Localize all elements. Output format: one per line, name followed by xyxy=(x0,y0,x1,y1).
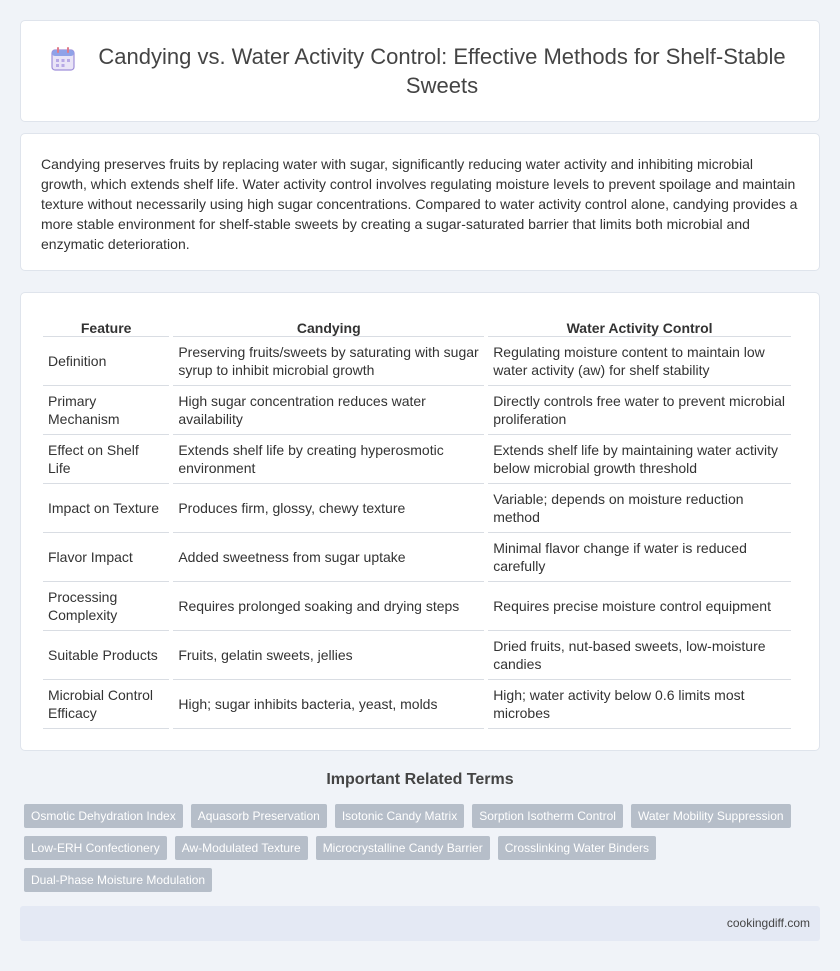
table-row xyxy=(43,631,791,680)
title-card xyxy=(20,20,820,122)
page-title: Candying vs. Water Activity Control: Effective Methods for Shelf-Stable Sweets xyxy=(98,44,786,98)
row-candying: Added sweetness from sugar uptake xyxy=(173,533,484,582)
row-feature: Flavor Impact xyxy=(43,533,169,582)
related-term-tag[interactable]: Dual-Phase Moisture Modulation xyxy=(24,868,212,892)
row-feature: Effect on Shelf Life xyxy=(43,435,169,484)
row-water-activity: High; water activity below 0.6 limits most microbes xyxy=(488,680,791,729)
table-row xyxy=(43,386,791,435)
row-candying: High sugar concentration reduces water availability xyxy=(173,386,484,435)
related-term-tag[interactable]: Aquasorb Preservation xyxy=(191,804,327,828)
row-feature: Impact on Texture xyxy=(43,484,169,533)
row-water-activity: Directly controls free water to prevent microbial proliferation xyxy=(488,386,791,435)
row-candying: Requires prolonged soaking and drying steps xyxy=(173,582,484,631)
header-candying: Candying xyxy=(173,315,484,337)
title-wrap xyxy=(50,42,790,100)
row-water-activity: Regulating moisture content to maintain low water activity (aw) for shelf stability xyxy=(488,337,791,386)
table-header-row xyxy=(43,315,791,337)
footer-site-link[interactable]: cookingdiff.com xyxy=(726,916,810,930)
row-water-activity: Dried fruits, nut-based sweets, low-moisture candies xyxy=(488,631,791,680)
comparison-table xyxy=(39,315,795,729)
related-term-tag[interactable]: Crosslinking Water Binders xyxy=(498,836,656,860)
related-term-tag[interactable]: Osmotic Dehydration Index xyxy=(24,804,183,828)
row-candying: High; sugar inhibits bacteria, yeast, molds xyxy=(173,680,484,729)
row-water-activity: Extends shelf life by maintaining water activity below microbial growth threshold xyxy=(488,435,791,484)
related-term-tag[interactable]: Microcrystalline Candy Barrier xyxy=(316,836,490,860)
row-feature: Suitable Products xyxy=(43,631,169,680)
calendar-icon xyxy=(50,46,76,72)
row-feature: Definition xyxy=(43,337,169,386)
row-water-activity: Variable; depends on moisture reduction method xyxy=(488,484,791,533)
row-feature: Microbial Control Efficacy xyxy=(43,680,169,729)
intro-card xyxy=(20,133,820,271)
header-feature: Feature xyxy=(43,315,169,337)
row-candying: Produces firm, glossy, chewy texture xyxy=(173,484,484,533)
row-feature: Processing Complexity xyxy=(43,582,169,631)
row-candying: Preserving fruits/sweets by saturating with sugar syrup to inhibit microbial growth xyxy=(173,337,484,386)
table-row xyxy=(43,435,791,484)
table-row xyxy=(43,337,791,386)
related-terms-title: Important Related Terms xyxy=(326,771,514,788)
related-term-tag[interactable]: Water Mobility Suppression xyxy=(631,804,791,828)
row-feature: Primary Mechanism xyxy=(43,386,169,435)
row-candying: Extends shelf life by creating hyperosmotic environment xyxy=(173,435,484,484)
row-candying: Fruits, gelatin sweets, jellies xyxy=(173,631,484,680)
table-row xyxy=(43,533,791,582)
related-term-tag[interactable]: Sorption Isotherm Control xyxy=(472,804,623,828)
related-terms-tags xyxy=(24,804,804,900)
table-row xyxy=(43,680,791,729)
intro-paragraph: Candying preserves fruits by replacing water with sugar, significantly reducing water activity and inhibiting microbial growth, which extends shelf life. Water activity control involves regulating moisture levels to prevent spoilage and maintain texture without necessarily using high sugar concentrations. Compared to water activity control alone, candying provides a more stable environment for shelf-stable sweets by creating a sugar-saturated barrier that limits both microbial and enzymatic deterioration. xyxy=(41,156,798,252)
related-term-tag[interactable]: Low-ERH Confectionery xyxy=(24,836,167,860)
table-row xyxy=(43,582,791,631)
related-term-tag[interactable]: Aw-Modulated Texture xyxy=(175,836,308,860)
row-water-activity: Requires precise moisture control equipment xyxy=(488,582,791,631)
table-row xyxy=(43,484,791,533)
footer xyxy=(20,906,820,941)
related-term-tag[interactable]: Isotonic Candy Matrix xyxy=(335,804,464,828)
row-water-activity: Minimal flavor change if water is reduced carefully xyxy=(488,533,791,582)
comparison-table-card xyxy=(20,292,820,751)
header-water-activity-control: Water Activity Control xyxy=(488,315,791,337)
